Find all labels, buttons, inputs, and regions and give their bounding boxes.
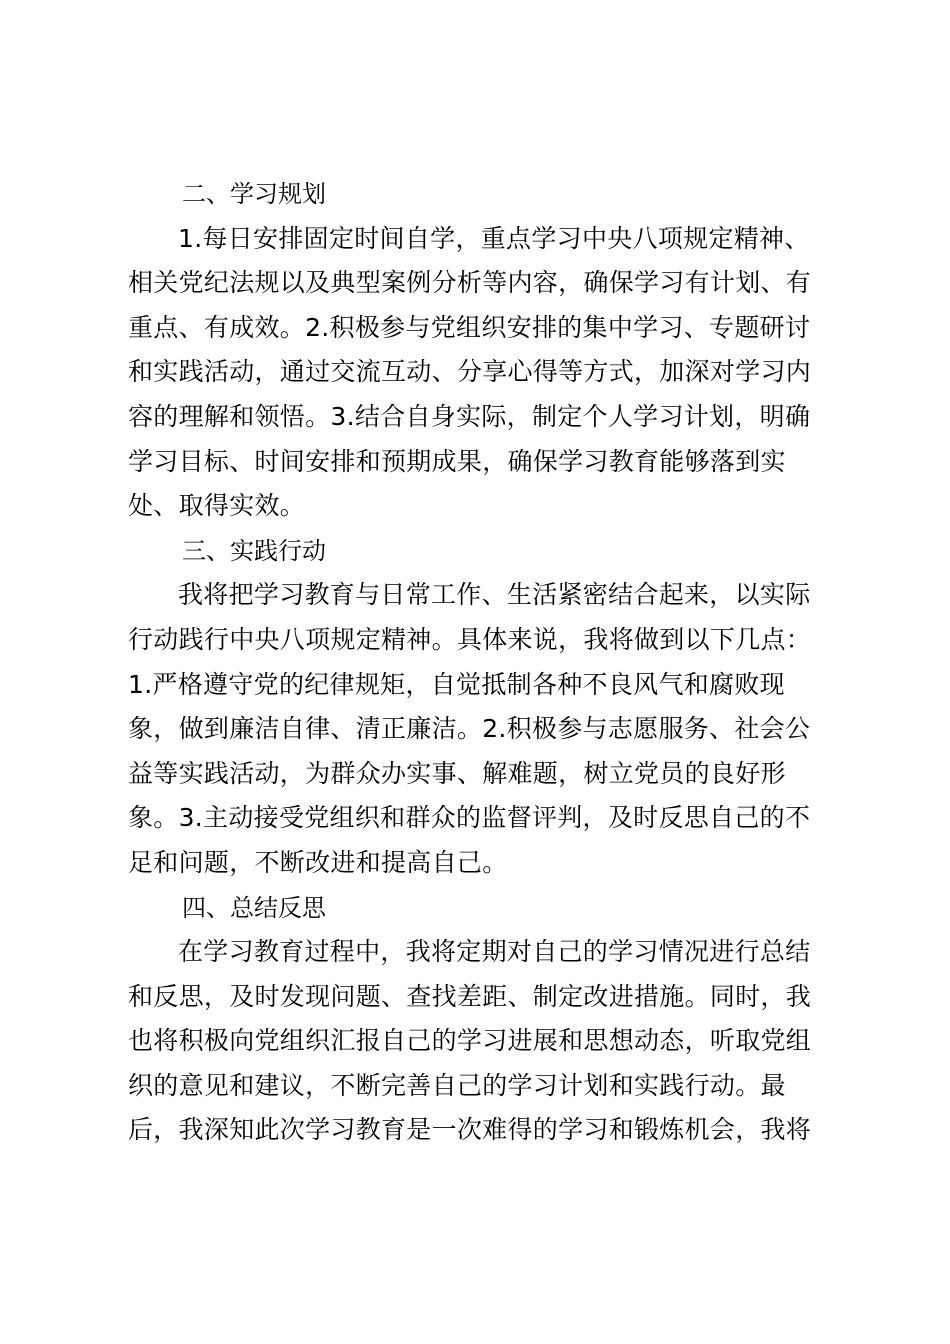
paragraph-line: 和反思，及时发现问题、查找差距、制定改进措施。同时，我	[128, 981, 812, 1011]
paragraph-line: 也将积极向党组织汇报自己的学习进展和思想动态，听取党组	[128, 1026, 812, 1056]
paragraph-line: 行动践行中央八项规定精神。具体来说，我将做到以下几点：	[128, 624, 812, 654]
paragraph-line: 重点、有成效。2.积极参与党组织安排的集中学习、专题研讨	[128, 312, 811, 342]
paragraph-line: 1.每日安排固定时间自学，重点学习中央八项规定精神、	[178, 223, 810, 253]
paragraph-line: 象。3.主动接受党组织和群众的监督评判，及时反思自己的不	[128, 803, 811, 833]
paragraph-line: 益等实践活动，为群众办实事、解难题，树立党员的良好形	[128, 758, 786, 788]
paragraph-line: 处、取得实效。	[128, 491, 306, 521]
document-page	[128, 172, 824, 1153]
paragraph-line: 学习目标、时间安排和预期成果，确保学习教育能够落到实	[128, 446, 786, 476]
section-paragraph-study-plan	[128, 217, 824, 529]
paragraph-line: 和实践活动，通过交流互动、分享心得等方式，加深对学习内	[128, 357, 812, 387]
section-paragraph-summary-reflection	[128, 930, 824, 1153]
paragraph-line: 足和问题，不断改进和提高自己。	[128, 847, 508, 877]
section-paragraph-practice-action	[128, 573, 824, 885]
paragraph-line: 容的理解和领悟。3.结合自身实际，制定个人学习计划，明确	[128, 401, 811, 431]
paragraph-line: 后，我深知此次学习教育是一次难得的学习和锻炼机会，我将	[128, 1115, 812, 1145]
paragraph-line: 我将把学习教育与日常工作、生活紧密结合起来，以实际	[178, 580, 811, 610]
section-heading-summary-reflection: 四、总结反思	[182, 893, 326, 922]
paragraph-line: 织的意见和建议，不断完善自己的学习计划和实践行动。最	[128, 1070, 786, 1100]
paragraph-line: 1.严格遵守党的纪律规矩，自觉抵制各种不良风气和腐败现	[128, 669, 785, 699]
paragraph-line: 在学习教育过程中，我将定期对自己的学习情况进行总结	[178, 937, 811, 967]
paragraph-line: 象，做到廉洁自律、清正廉洁。2.积极参与志愿服务、社会公	[128, 714, 811, 744]
paragraph-line: 相关党纪法规以及典型案例分析等内容，确保学习有计划、有	[128, 268, 812, 298]
section-heading-study-plan: 二、学习规划	[182, 180, 326, 208]
section-heading-practice-action: 三、实践行动	[182, 536, 326, 565]
